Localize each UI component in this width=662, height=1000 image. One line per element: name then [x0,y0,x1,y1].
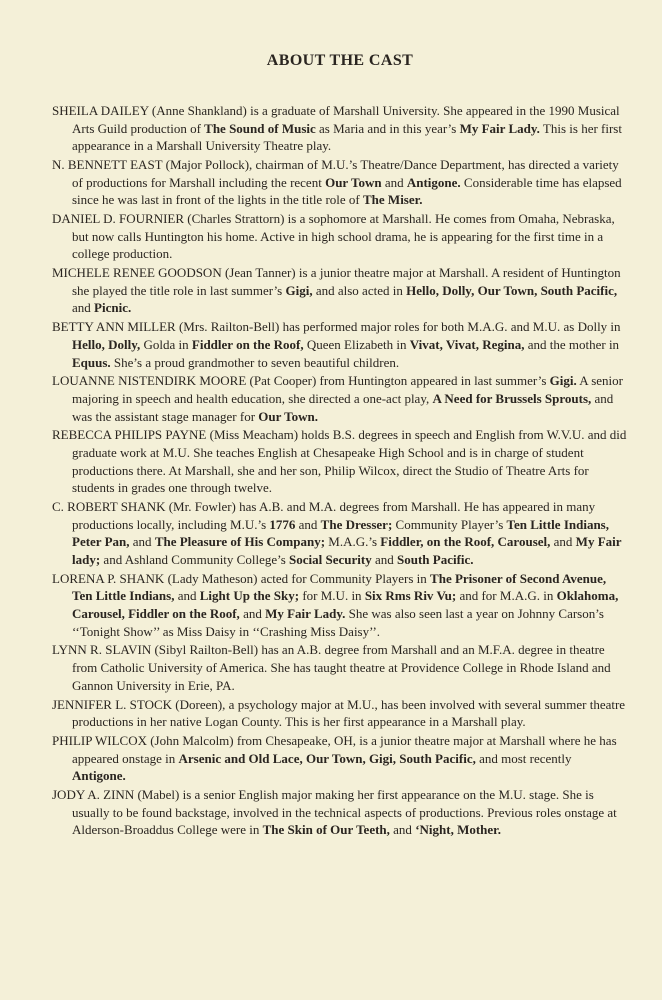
production-title: Antigone. [72,768,126,784]
entry-text: PHILIP WILCOX (John Malcolm) from Chesapeake, OH, is a junior theatre major at Marshall where he has appeared onstage in [52,733,617,766]
entry-text: as Maria and in this year’s [315,120,460,136]
entry-text: and [239,606,266,621]
entry-text: and [129,534,155,550]
entry-text: Golda in [140,336,192,352]
production-title: Gigi, [285,282,313,298]
production-title: Our Town [325,174,382,190]
entry-text: and [550,534,576,550]
entry-text: She was also seen last a year on Johnny Carson’s ‘‘Tonight Show’’ as Miss Daisy in ‘‘Crashing Miss Daisy’’. [72,606,604,639]
entry-text: and the mother in [524,336,620,352]
cast-entry [52,786,628,839]
cast-list [52,102,628,839]
production-title: The Dresser; [320,516,393,532]
cast-entry [52,264,628,317]
entry-text: M.A.G.’s [325,534,381,550]
production-title: Our Town. [258,408,319,424]
production-title: A Need for Brussels Sprouts, [432,390,592,406]
cast-entry [52,641,628,694]
entry-text: and [381,174,407,190]
entry-text: DANIEL D. FOURNIER (Charles Strattorn) is a sophomore at Marshall. He comes from Omaha, Nebraska, but now calls Huntington his home. Active in high school drama, he is appearing for the first time in a college production. [52,211,615,262]
entry-text: LYNN R. SLAVIN (Sibyl Railton-Bell) has an A.B. degree from Marshall and an M.F.A. degree in theatre from Catholic University of America. She has taught theatre at Providence College in Rhode Island and Gannon University in Erie, PA. [52,642,611,693]
entry-text: and Ashland Community College’s [100,551,290,567]
entry-text: and [174,588,200,604]
production-title: My Fair Lady. [459,120,540,136]
production-title: Fiddler on the Roof, [191,336,304,352]
entry-text: N. BENNETT EAST (Major Pollock), chairman of M.U.’s Theatre/Dance Department, has directed a variety of productions for Marshall including the recent [52,157,619,190]
production-title: Social Security [289,551,372,567]
production-title: The Pleasure of His Company; [154,534,326,550]
production-title: Oklahoma, Carousel, Fiddler on the Roof, [72,588,619,621]
entry-text: and was the assistant stage manager for [72,390,614,424]
cast-entry [52,696,628,731]
cast-entry [52,318,628,371]
entry-text: JODY A. ZINN (Mabel) is a senior English major making her first appearance on the M.U. stage. She is usually to be found backstage, involved in the technical aspects of productions. Previous roles onstage at Alderson-Broaddus College were in [52,787,617,838]
entry-text: MICHELE RENEE GOODSON (Jean Tanner) is a junior theatre major at Marshall. A resident of Huntington she played the title role in last summer’s [52,265,621,298]
entry-text: and [371,551,397,567]
cast-entry [52,498,628,568]
production-title: Hello, Dolly, Our Town, South Pacific, [406,282,618,298]
entry-text: for M.U. in [299,588,365,604]
entry-text: Considerable time has elapsed since he was last in front of the lights in the title role of [72,174,622,208]
entry-text: LOUANNE NISTENDIRK MOORE (Pat Cooper) from Huntington appeared in last summer’s [52,373,550,389]
entry-text: and [389,822,416,838]
entry-text: BETTY ANN MILLER (Mrs. Railton-Bell) has performed major roles for both M.A.G. and M.U. as Dolly in [52,319,621,335]
page-title: ABOUT THE CAST [266,52,414,69]
production-title: South Pacific. [397,551,474,567]
production-title: Antigone. [406,174,461,190]
production-title: Vivat, Vivat, Regina, [409,336,525,352]
production-title: The Sound of Music [204,120,316,136]
production-title: Picnic. [94,300,132,316]
cast-entry [52,426,628,496]
production-title: My Fair lady; [72,534,622,567]
cast-entry [52,210,628,263]
entry-text: and [295,516,321,532]
entry-text: This is her first appearance in a Marshall University Theatre play. [72,120,622,154]
production-title: Equus. [72,354,111,370]
production-title: Gigi. [549,373,577,389]
entry-text: A senior majoring in speech and health education, she directed a one-act play, [72,373,623,406]
entry-text: REBECCA PHILIPS PAYNE (Miss Meacham) holds B.S. degrees in speech and English from W.V.U. and did graduate work at M.U. She teaches English at Chesapeake High School and is in charge of student productions there. At Marshall, she and her son, Philip Wilcox, direct the Studio of Theatre Arts for students in grades one through twelve. [52,427,627,496]
cast-entry [52,570,628,640]
production-title: Light Up the Sky; [199,588,300,604]
entry-text: and also acted in [312,282,407,298]
entry-text: Queen Elizabeth in [303,336,410,352]
production-title: The Prisoner of Second Avenue, Ten Little Indians, [72,570,607,604]
cast-entry [52,102,628,155]
production-title: The Skin of Our Teeth, [262,822,390,838]
cast-entry [52,732,628,785]
production-title: Arsenic and Old Lace, Our Town, Gigi, South Pacific, [178,750,476,766]
production-title: My Fair Lady. [265,606,346,621]
cast-entry [52,156,628,209]
production-title: ‘Night, Mother. [415,822,502,838]
production-title: Fiddler, on the Roof, Carousel, [380,534,551,550]
production-title: The Miser. [363,192,423,208]
production-title: Hello, Dolly, [72,336,141,352]
entry-text: Community Player’s [392,516,507,532]
entry-text: and most recently [475,750,572,766]
production-title: Six Rms Riv Vu; [364,588,457,604]
cast-entry [52,372,628,425]
entry-text: C. ROBERT SHANK (Mr. Fowler) has A.B. and M.A. degrees from Marshall. He has appeared in many productions locally, including M.U.’s [52,499,596,532]
entry-text: and for M.A.G. in [456,588,557,604]
production-title: 1776 [269,516,296,532]
entry-text: JENNIFER L. STOCK (Doreen), a psychology major at M.U., has been involved with several summer theatre productions in her native Logan County. This is her first appearance in a Marshall play. [52,696,626,730]
entry-text: She’s a proud grandmother to seven beautiful children. [110,354,400,370]
production-title: Ten Little Indians, Peter Pan, [72,516,609,550]
entry-text: SHEILA DAILEY (Anne Shankland) is a graduate of Marshall University. She appeared in the 1990 Musical Arts Guild production of [52,103,620,136]
entry-text: and [72,300,95,316]
entry-text: LORENA P. SHANK (Lady Matheson) acted for Community Players in [52,570,431,586]
